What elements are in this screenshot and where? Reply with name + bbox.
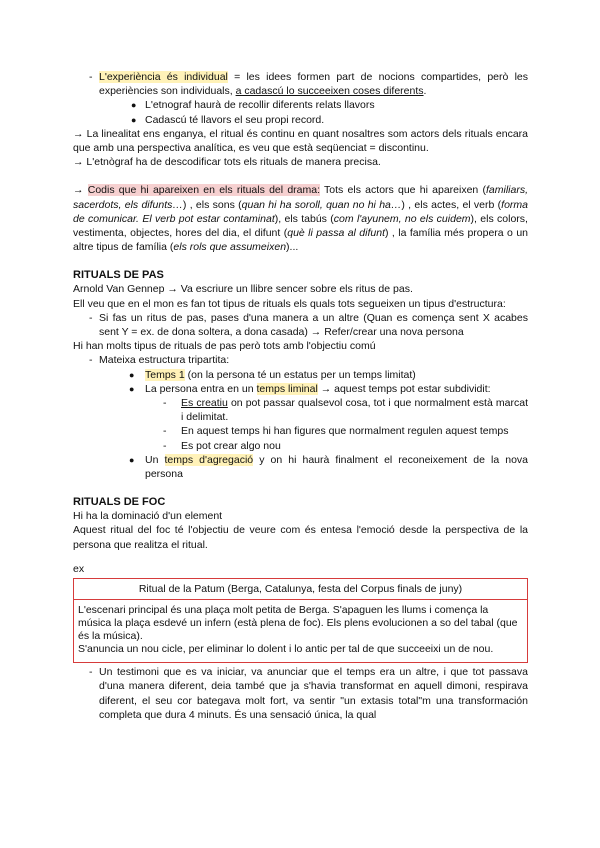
text: (on la persona té un estatus per un temps limitat) [184, 368, 416, 381]
text: Tots els actors que hi apareixen ( [320, 184, 486, 197]
text: . [423, 85, 427, 98]
text: Mateixa estructura tripartita: [99, 354, 230, 367]
text: ), els colors, vestimenta, objectes, hores del dia, el difunt ( [73, 212, 528, 240]
text: ), els tabús ( [274, 212, 334, 225]
highlight-experience: L'experiència és individual [99, 71, 228, 83]
paragraph-dominacio: Hi ha la dominació d'un element [73, 510, 223, 523]
dash-marker: - [163, 439, 167, 452]
text: y on hi haurà finalment el reconeixement de la nova persona [145, 453, 528, 481]
patum-box-body [74, 600, 527, 662]
sub-sub-bullet-creatiu [73, 396, 528, 424]
dash-marker: - [163, 397, 167, 410]
text: En aquest temps hi han figures que normalment regulen aquest temps [181, 425, 509, 438]
highlight-codis: Codis que hi apareixen en els rituals del drama: [87, 184, 321, 197]
heading-rituals-de-foc: RITUALS DE FOC [73, 496, 166, 509]
dot-marker: ● [129, 454, 135, 465]
paragraph-foc-objectiu: Aquest ritual del foc té l'objectiu de veure com és entesa l'emoció desde la perspectiva de la persona que realitza el ritual. [73, 524, 528, 551]
dot-marker: ● [131, 100, 137, 111]
paragraph-tipus: Hi han molts tipus de rituals de pas però tots amb l'objectiu comú [73, 340, 376, 353]
italic-text: els rols que assumeixen [173, 241, 287, 254]
paragraph-codis [73, 183, 528, 254]
text: L'etnograf haurà de recollir diferents relats llavors [145, 99, 375, 112]
dash-marker: - [89, 311, 93, 324]
sub-bullet-temps-liminal [73, 382, 528, 396]
paragraph-linealitat: → La linealitat ens enganya, el ritual és continu en quant nosaltres som actors dels rituals encara que amb una perspectiva analítica, es veu que està seqüenciat = discontinu. [73, 127, 528, 155]
patum-paragraph-1: L'escenari principal és una plaça molt petita de Berga. S'apaguen les llums i comença la música la plaça esdevé un infern (està plena de foc). Els plens evolucionen a so del tabal (que és la música). [78, 604, 518, 643]
dot-marker: ● [129, 369, 135, 380]
dash-marker: - [89, 666, 93, 679]
patum-paragraph-2: S'anuncia un nou cicle, per eliminar lo dolent i lo antic per tal de que succeeixi un de nou. [78, 643, 494, 656]
dash-marker: - [89, 71, 93, 83]
text: → aquest temps pot estar subdividit: [317, 382, 491, 395]
bullet-ritus-de-pas [73, 311, 528, 339]
text: Cadascú té llavors el seu propi record. [145, 113, 325, 126]
italic-text: què li passa al difunt [287, 227, 385, 240]
dot-marker: ● [131, 114, 137, 125]
document-page [73, 70, 528, 722]
patum-box [73, 578, 528, 663]
sub-sub-bullet-algo-nou [73, 439, 528, 453]
text: Un testimoni que es va iniciar, va anunciar que el temps era un altre, i que tot passava d'una manera diferent, deia també que ja s'havia transformat en aquell dimoni, respirava diferent, el seu cor bategava molt fort, va sentir "un extasis total"m una transformación completa que dura 4 minuts. És una sensació única, la qual [99, 666, 528, 721]
bullet-tripartita [73, 353, 528, 367]
label-ex: ex [73, 562, 85, 575]
highlight-temps-1: Temps 1 [145, 368, 185, 381]
italic-text: familiars, sacerdots, els difunts… [73, 184, 529, 211]
text: Es pot crear algo nou [181, 439, 281, 452]
sub-sub-bullet-figures [73, 424, 528, 438]
text: → [73, 184, 88, 197]
italic-text: quan hi ha soroll, quan no hi ha… [241, 198, 402, 211]
text: Si fas un ritus de pas, pases d'una manera a un altre (Quan es comença sent X acabes sent Y = ex. de dona soltera, a dona casada) → Refer/crear una nova persona [99, 311, 528, 339]
paragraph-van-gennep: Arnold Van Gennep → Va escriure un llibre sencer sobre els ritus de pas. [73, 283, 413, 296]
text: ) , la família més propera o un altre tipus de família ( [73, 227, 528, 254]
text: = les idees formen part de nocions compartides, però les experiències son individuals, [99, 71, 528, 98]
sub-bullet-record [73, 113, 528, 127]
dot-marker: ● [129, 383, 135, 394]
sub-bullet-relats [73, 98, 528, 112]
underlined-text: Es creatiu [181, 397, 228, 410]
highlight-agregacio: temps d'agregació [164, 453, 254, 466]
highlight-temps-liminal: temps liminal [256, 382, 318, 395]
bullet-experience [73, 70, 528, 98]
paragraph-etnograf: → L'etnògraf ha de descodificar tots els rituals de manera precisa. [73, 156, 381, 169]
sub-bullet-agregacio [73, 453, 528, 481]
text: ) , els sons ( [182, 198, 242, 211]
text: La persona entra en un [145, 382, 257, 395]
patum-box-title: Ritual de la Patum (Berga, Catalunya, festa del Corpus finals de juny) [74, 579, 527, 600]
dash-marker: - [163, 425, 167, 438]
text: Un [145, 453, 165, 466]
text: on pot passar qualsevol cosa, tot i que normalment està marcat i delimitat. [181, 397, 528, 424]
text: ) , els actes, el verb ( [401, 198, 502, 211]
paragraph-estructura: Ell veu que en el mon es fan tot tipus de rituals els quals tots segueixen un tipus d'estructura: [73, 297, 506, 310]
italic-text: forma de comunicar. El verb pot estar contaminat [73, 198, 528, 225]
italic-text: com l'ayunem, no els cuidem [333, 212, 471, 225]
dash-marker: - [89, 354, 93, 367]
sub-bullet-temps-1 [73, 368, 528, 382]
underlined-text: a cadascú lo succeeixen coses diferents [235, 85, 424, 98]
heading-rituals-de-pas: RITUALS DE PAS [73, 269, 164, 282]
bullet-testimoni [73, 665, 528, 722]
text: )... [286, 241, 299, 254]
